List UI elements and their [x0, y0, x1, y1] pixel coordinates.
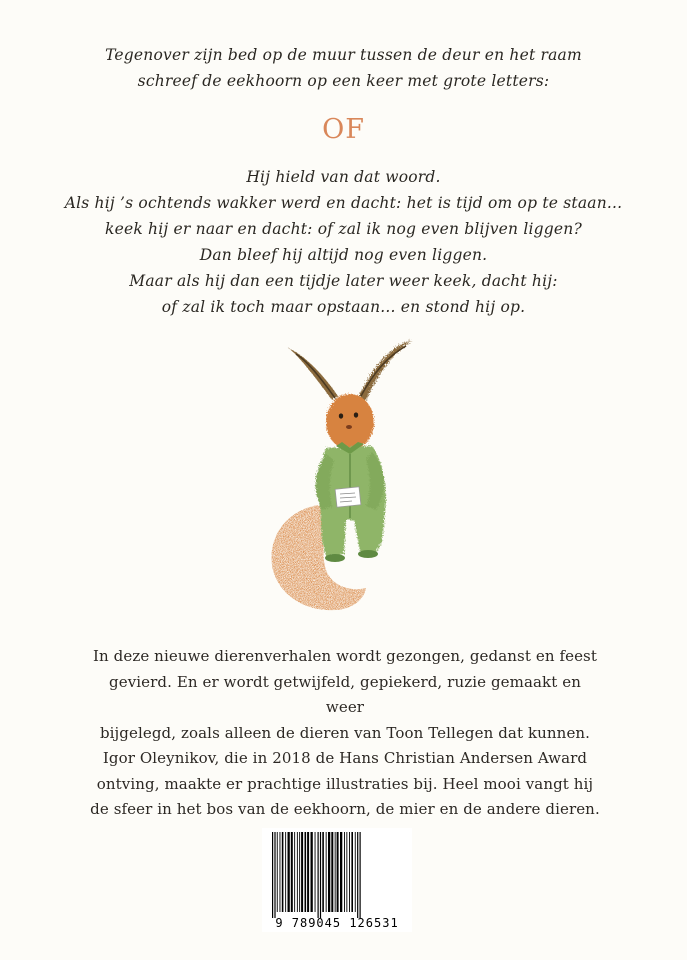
barcode-bar [315, 832, 316, 912]
barcode-bar [297, 832, 298, 912]
barcode-bar [331, 832, 333, 912]
left-foot [325, 554, 345, 562]
poem-line-6: of zal ik toch maar opstaan... en stond hij op. [161, 298, 526, 316]
poem-line-3: keek hij er naar en dacht: of zal ik nog even blijven liggen? [105, 220, 582, 238]
barcode-bar [349, 832, 350, 912]
barcode-bar [318, 832, 319, 918]
poem-line-1: Hij hield van dat woord. [246, 168, 441, 186]
poem-line-5: Maar als hij dan een tijdje later weer keek, dacht hij: [129, 272, 558, 290]
barcode-bar [328, 832, 330, 912]
barcode-bar [282, 832, 284, 912]
barcode-bar [355, 832, 356, 912]
barcode-bar [291, 832, 293, 912]
barcode-bar [274, 832, 275, 918]
nose [346, 425, 352, 429]
squirrel-drawing [240, 330, 460, 615]
right-eye [354, 412, 358, 417]
barcode-bar [301, 832, 303, 912]
barcode-bars [262, 828, 412, 918]
blurb-line-6: de sfeer in het bos van de eekhoorn, de mier en de andere dieren. [90, 800, 600, 818]
barcode-bar [326, 832, 327, 912]
poem [0, 164, 687, 320]
right-foot [358, 550, 378, 558]
featured-word: OF [322, 114, 365, 145]
barcode-bar [335, 832, 336, 912]
right-ear-tuft [358, 340, 412, 400]
barcode-bar [346, 832, 347, 912]
paper-note [335, 487, 361, 507]
barcode-bar [340, 832, 342, 912]
blurb-line-3: bijgelegd, zoals alleen de dieren van Toon Tellegen dat kunnen. [99, 723, 591, 742]
poem-line-2: Als hij ’s ochtends wakker werd en dacht: het is tijd om op te staan... [64, 194, 623, 212]
barcode-bar [285, 832, 286, 912]
blurb-line-1: In deze nieuwe dierenverhalen wordt gezongen, gedanst en feest [93, 647, 597, 665]
barcode-bar [322, 832, 324, 912]
isbn-barcode [262, 828, 412, 932]
squirrel-illustration [240, 330, 460, 615]
barcode-bar [294, 832, 295, 912]
barcode-bar [305, 832, 307, 912]
barcode-bar [337, 832, 339, 912]
barcode-bar [307, 832, 309, 912]
barcode-bar [320, 832, 321, 918]
poem-line-4: Dan bleef hij altijd nog even liggen. [199, 246, 488, 264]
left-eye [339, 413, 343, 418]
blurb-line-4: Igor Oleynikov, die in 2018 de Hans Christian Andersen Award [102, 749, 588, 767]
barcode-bar [272, 832, 273, 918]
barcode-bar [280, 832, 281, 912]
intro-text [0, 42, 687, 94]
squirrel-head [326, 394, 374, 450]
tail [271, 505, 366, 610]
back-cover-blurb [90, 644, 600, 823]
isbn-digits: 9 789045 126531 [275, 916, 399, 930]
barcode-bar [277, 832, 278, 912]
barcode-bar [351, 832, 353, 912]
intro-line-2: schreef de eekhoorn op een keer met grote letters: [137, 72, 550, 90]
barcode-bar [360, 832, 361, 918]
barcode-bar [344, 832, 345, 912]
intro-line-1: Tegenover zijn bed op de muur tussen de deur en het raam [105, 46, 582, 64]
barcode-bar [299, 832, 300, 912]
blurb-line-2: gevierd. En er wordt getwijfeld, gepiekerd, ruzie gemaakt en weer [109, 672, 581, 716]
barcode-bar [357, 832, 358, 918]
barcode-bar [288, 832, 290, 912]
barcode-bar [311, 832, 313, 912]
blurb-line-5: ontving, maakte er prachtige illustraties bij. Heel mooi vangt hij [96, 774, 594, 793]
